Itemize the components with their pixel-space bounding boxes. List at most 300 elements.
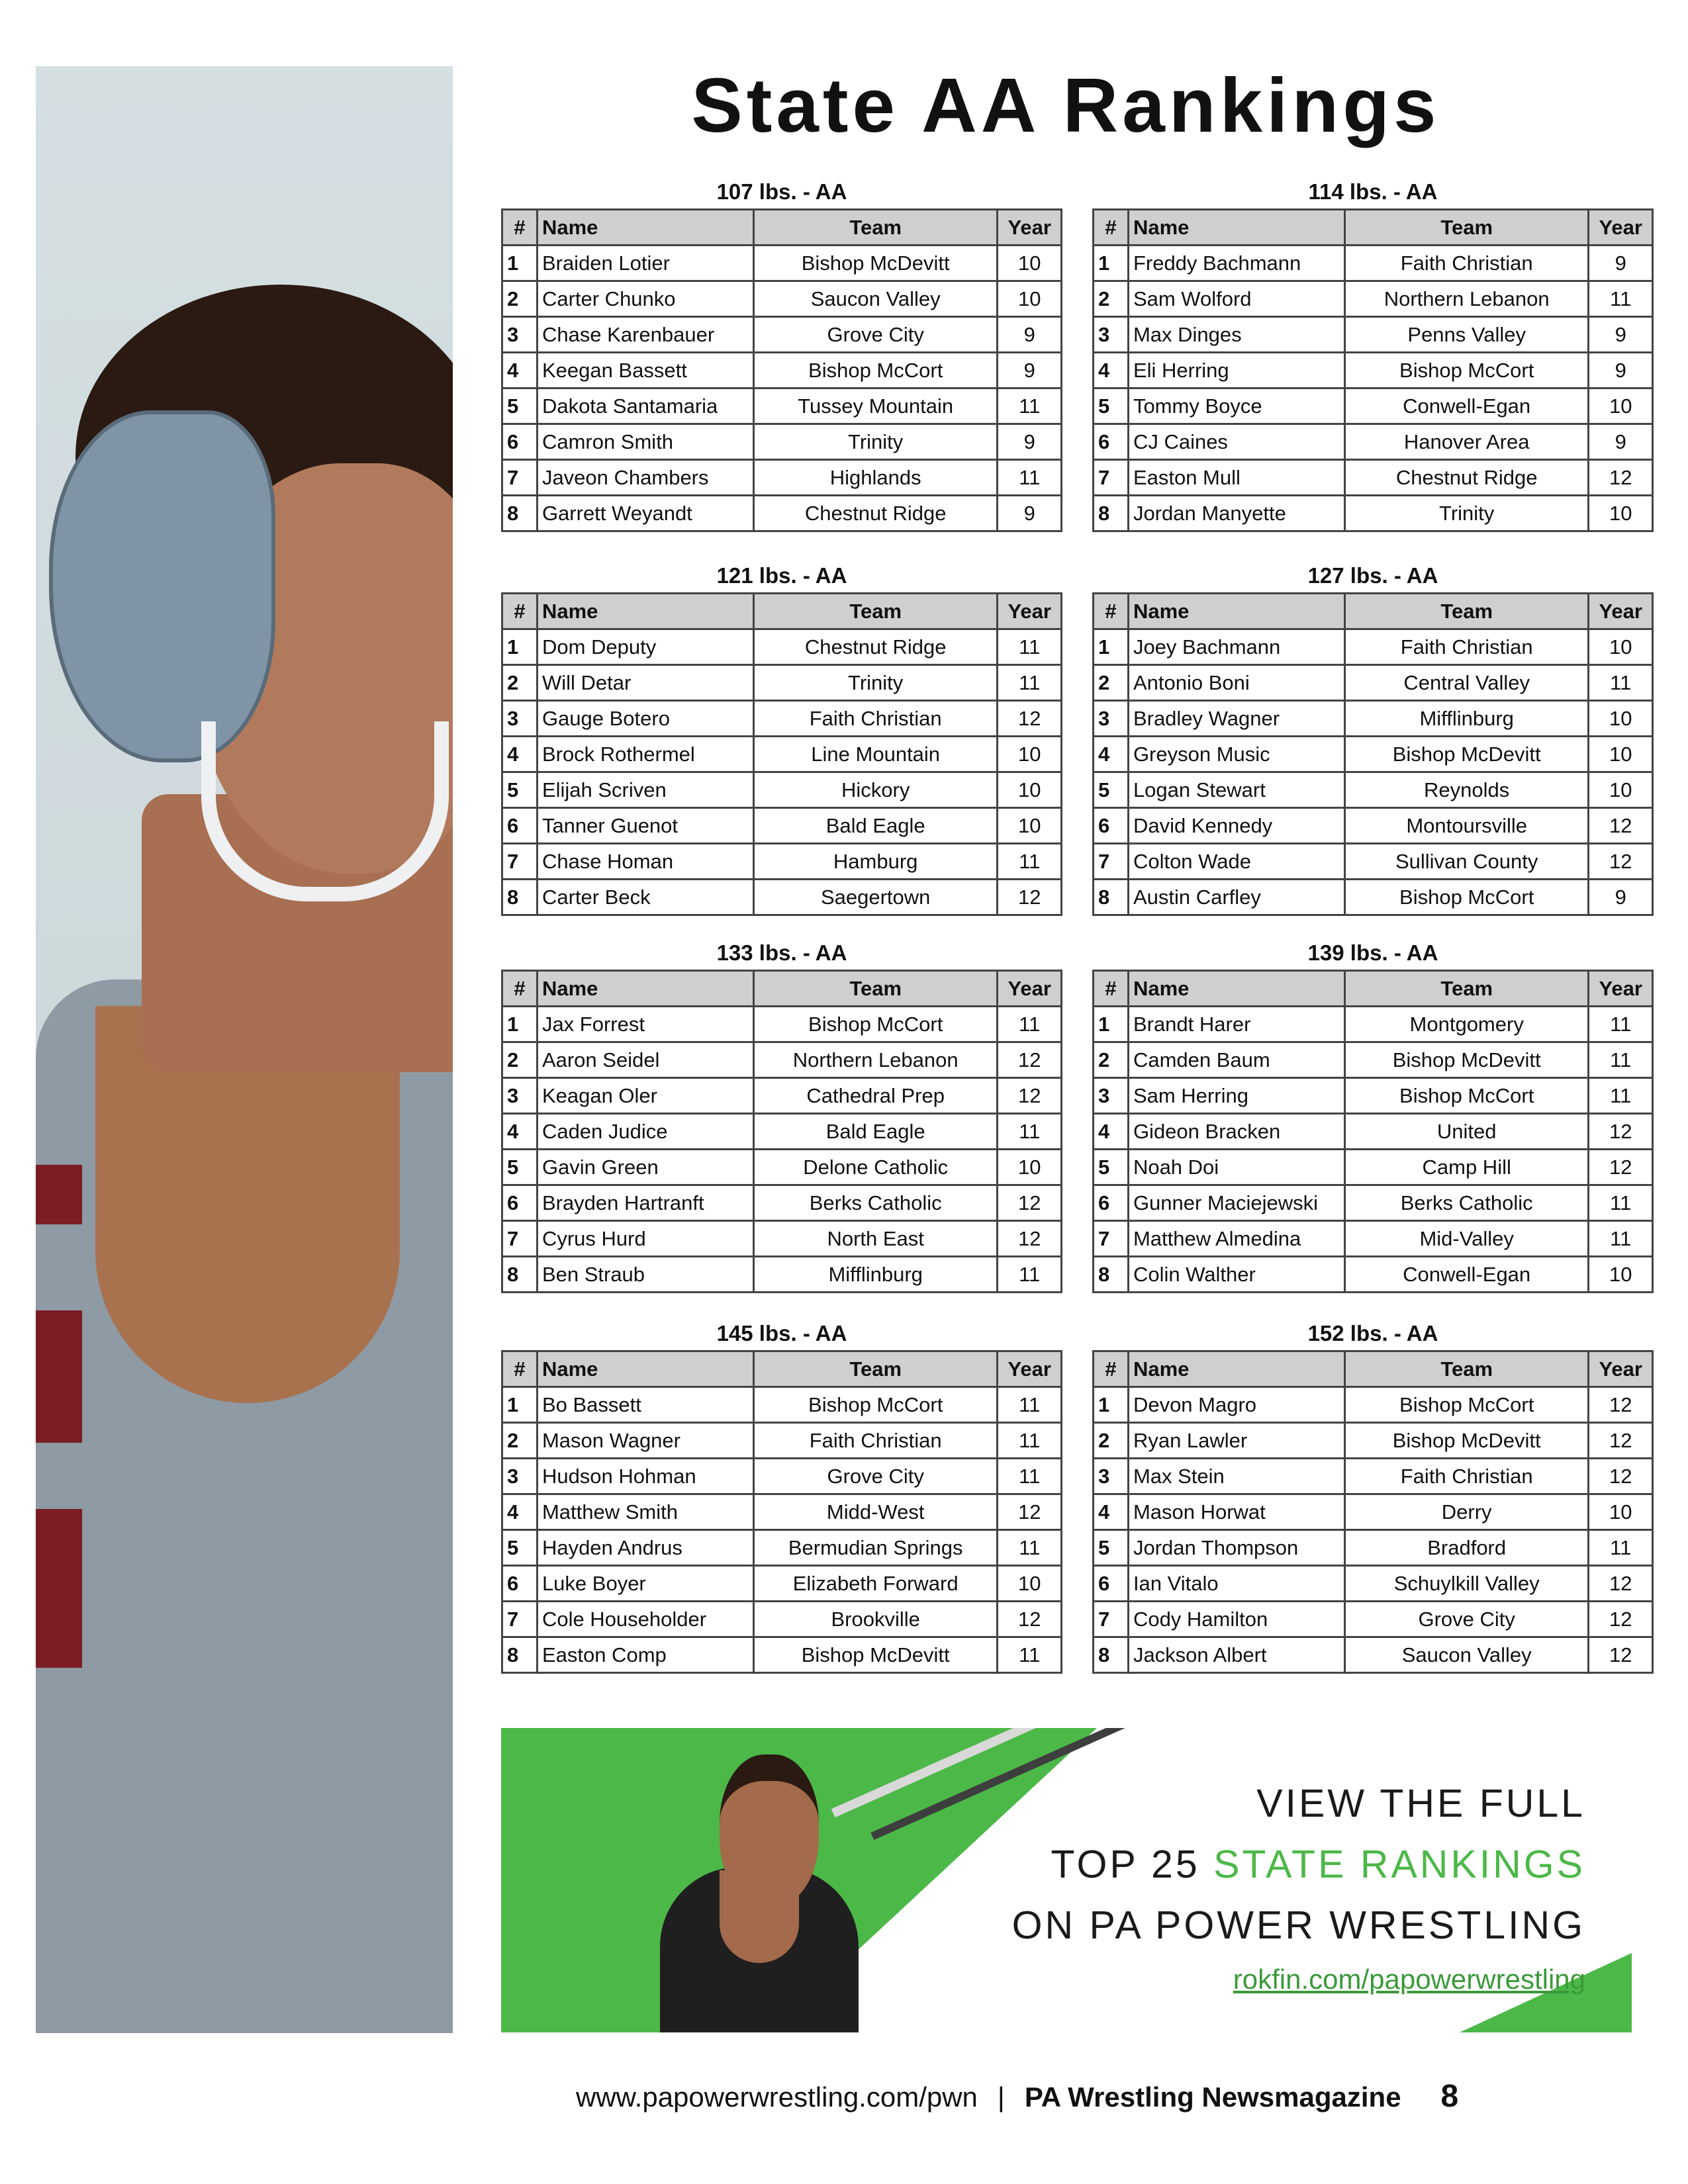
table-header-row (1094, 971, 1653, 1007)
table-header-row (502, 594, 1062, 629)
rank-cell: 3 (1094, 701, 1129, 737)
rank-header: # (502, 594, 538, 629)
table-row (1094, 353, 1653, 388)
table-row (502, 1185, 1062, 1221)
year-cell: 11 (1589, 1185, 1653, 1221)
table-row (502, 844, 1062, 880)
team-cell: Bishop McDevitt (753, 1637, 998, 1673)
team-cell: Montoursville (1344, 808, 1589, 844)
singlet-logo-mark (36, 1165, 82, 1224)
year-cell: 10 (1589, 737, 1653, 772)
rank-cell: 5 (1094, 1530, 1129, 1566)
table-row (502, 281, 1062, 317)
team-cell: Berks Catholic (753, 1185, 998, 1221)
name-cell: Joey Bachmann (1128, 629, 1344, 665)
table-row (1094, 496, 1653, 531)
table-row (502, 1459, 1062, 1494)
year-cell: 10 (1589, 629, 1653, 665)
rank-cell: 6 (502, 1185, 538, 1221)
rank-cell: 8 (1094, 1257, 1129, 1293)
team-cell: Midd-West (753, 1494, 998, 1530)
team-cell: Mifflinburg (753, 1257, 998, 1293)
team-cell: Elizabeth Forward (753, 1566, 998, 1602)
name-cell: Dakota Santamaria (537, 388, 753, 424)
table-header-row (1094, 594, 1653, 629)
team-header: Team (753, 971, 998, 1007)
headgear-shape (49, 410, 275, 762)
team-cell: Hamburg (753, 844, 998, 880)
table-header-row (502, 210, 1062, 246)
table-row (1094, 1078, 1653, 1114)
year-cell: 12 (1589, 1602, 1653, 1637)
name-cell: Sam Herring (1128, 1078, 1344, 1114)
rank-cell: 5 (502, 388, 538, 424)
name-cell: Sam Wolford (1128, 281, 1344, 317)
year-cell: 12 (1589, 1637, 1653, 1673)
year-cell: 11 (1589, 1007, 1653, 1042)
year-cell: 12 (1589, 1387, 1653, 1423)
team-header: Team (753, 1351, 998, 1387)
team-cell: Camp Hill (1344, 1150, 1589, 1185)
rankings-table (501, 970, 1062, 1293)
weight-class-title: 145 lbs. - AA (716, 1321, 847, 1345)
rank-cell: 7 (1094, 844, 1129, 880)
team-cell: Faith Christian (753, 1423, 998, 1459)
rank-cell: 3 (502, 701, 538, 737)
year-cell: 11 (998, 1423, 1062, 1459)
rank-cell: 4 (1094, 353, 1129, 388)
weight-class-table (501, 1317, 1062, 1674)
name-cell: Antonio Boni (1128, 665, 1344, 701)
table-row (502, 1494, 1062, 1530)
name-cell: Tommy Boyce (1128, 388, 1344, 424)
promo-line-2-highlight: STATE RANKINGS (1213, 1843, 1585, 1886)
year-cell: 12 (1589, 1566, 1653, 1602)
weight-class-table (501, 936, 1062, 1293)
name-cell: Max Dinges (1128, 317, 1344, 353)
name-cell: Gideon Bracken (1128, 1114, 1344, 1150)
team-cell: Trinity (753, 424, 998, 460)
year-header: Year (998, 1351, 1062, 1387)
rank-cell: 2 (502, 1423, 538, 1459)
name-header: Name (537, 971, 753, 1007)
rank-header: # (1094, 594, 1129, 629)
rankings-table (1092, 1350, 1654, 1674)
year-cell: 9 (998, 424, 1062, 460)
weight-class-title: 152 lbs. - AA (1307, 1321, 1438, 1345)
name-cell: Ryan Lawler (1128, 1423, 1344, 1459)
name-cell: Matthew Almedina (1128, 1221, 1344, 1257)
table-row (502, 353, 1062, 388)
name-cell: Gavin Green (537, 1150, 753, 1185)
rank-cell: 6 (1094, 1185, 1129, 1221)
team-cell: Faith Christian (1344, 246, 1589, 281)
year-header: Year (998, 971, 1062, 1007)
name-cell: Jordan Manyette (1128, 496, 1344, 531)
team-cell: Hickory (753, 772, 998, 808)
rank-cell: 2 (502, 1042, 538, 1078)
rank-cell: 4 (502, 737, 538, 772)
team-cell: Bermudian Springs (753, 1530, 998, 1566)
table-row (502, 772, 1062, 808)
table-row (502, 1423, 1062, 1459)
table-row (502, 317, 1062, 353)
team-cell: Schuylkill Valley (1344, 1566, 1589, 1602)
name-cell: Keegan Bassett (537, 353, 753, 388)
team-cell: Bishop McCort (1344, 880, 1589, 915)
year-cell: 12 (1589, 1114, 1653, 1150)
team-cell: Cathedral Prep (753, 1078, 998, 1114)
team-cell: Bishop McCort (1344, 353, 1589, 388)
page-number: 8 (1440, 2079, 1459, 2114)
team-cell: Chestnut Ridge (753, 496, 998, 531)
name-cell: Bo Bassett (537, 1387, 753, 1423)
name-cell: Devon Magro (1128, 1387, 1344, 1423)
table-row (1094, 1423, 1653, 1459)
table-row (1094, 1150, 1653, 1185)
weight-class-table (1092, 1317, 1654, 1674)
rank-cell: 5 (502, 1530, 538, 1566)
year-cell: 10 (998, 772, 1062, 808)
table-row (1094, 1602, 1653, 1637)
year-cell: 12 (1589, 844, 1653, 880)
rank-header: # (502, 971, 538, 1007)
year-header: Year (1589, 1351, 1653, 1387)
table-row (1094, 1114, 1653, 1150)
team-cell: Northern Lebanon (1344, 281, 1589, 317)
table-row (502, 737, 1062, 772)
rank-cell: 6 (1094, 424, 1129, 460)
name-cell: Dom Deputy (537, 629, 753, 665)
rank-cell: 3 (502, 317, 538, 353)
rank-cell: 1 (502, 629, 538, 665)
name-cell: Javeon Chambers (537, 460, 753, 496)
table-row (502, 880, 1062, 915)
rank-cell: 1 (502, 1387, 538, 1423)
table-row (502, 424, 1062, 460)
year-cell: 10 (998, 246, 1062, 281)
rankings-table (501, 208, 1062, 532)
table-row (502, 1602, 1062, 1637)
team-cell: Saegertown (753, 880, 998, 915)
table-row (1094, 1459, 1653, 1494)
year-cell: 11 (998, 1387, 1062, 1423)
promo-line-3: ON PA POWER WRESTLING (1011, 1903, 1585, 1947)
table-row (502, 1566, 1062, 1602)
team-cell: Bishop McCort (753, 1387, 998, 1423)
rankings-table (501, 1350, 1062, 1674)
table-row (502, 496, 1062, 531)
rank-cell: 5 (502, 1150, 538, 1185)
rank-cell: 2 (1094, 1423, 1129, 1459)
table-row (1094, 317, 1653, 353)
name-cell: Caden Judice (537, 1114, 753, 1150)
team-cell: Grove City (753, 317, 998, 353)
table-row (1094, 772, 1653, 808)
name-cell: Mason Wagner (537, 1423, 753, 1459)
team-cell: Bishop McDevitt (1344, 737, 1589, 772)
rank-cell: 2 (1094, 1042, 1129, 1078)
footer-site-link[interactable]: www.papowerwrestling.com/pwn (576, 2081, 978, 2113)
team-cell: Chestnut Ridge (1344, 460, 1589, 496)
year-cell: 11 (1589, 1042, 1653, 1078)
team-cell: Faith Christian (1344, 1459, 1589, 1494)
name-cell: Keagan Oler (537, 1078, 753, 1114)
year-cell: 12 (998, 1042, 1062, 1078)
rank-cell: 1 (1094, 246, 1129, 281)
rank-cell: 1 (1094, 1007, 1129, 1042)
weight-class-title: 114 lbs. - AA (1308, 179, 1438, 204)
team-cell: Delone Catholic (753, 1150, 998, 1185)
rank-cell: 5 (1094, 1150, 1129, 1185)
rank-cell: 8 (502, 880, 538, 915)
table-row (1094, 460, 1653, 496)
rank-cell: 4 (1094, 1494, 1129, 1530)
year-cell: 12 (998, 1221, 1062, 1257)
year-cell: 12 (998, 701, 1062, 737)
year-cell: 11 (998, 1459, 1062, 1494)
name-cell: Gauge Botero (537, 701, 753, 737)
year-cell: 9 (1589, 246, 1653, 281)
rank-cell: 6 (1094, 1566, 1129, 1602)
table-row (1094, 1221, 1653, 1257)
year-cell: 9 (998, 496, 1062, 531)
table-row (502, 629, 1062, 665)
rank-cell: 3 (1094, 1078, 1129, 1114)
year-cell: 11 (998, 1257, 1062, 1293)
team-cell: Grove City (753, 1459, 998, 1494)
table-row (1094, 808, 1653, 844)
name-cell: Gunner Maciejewski (1128, 1185, 1344, 1221)
table-row (502, 1257, 1062, 1293)
year-cell: 12 (998, 1602, 1062, 1637)
year-cell: 12 (1589, 1150, 1653, 1185)
athlete-head-shape (720, 1754, 819, 1907)
rank-cell: 7 (1094, 1221, 1129, 1257)
team-cell: Brookville (753, 1602, 998, 1637)
year-cell: 12 (998, 1494, 1062, 1530)
name-header: Name (1128, 594, 1344, 629)
name-cell: Bradley Wagner (1128, 701, 1344, 737)
team-cell: Line Mountain (753, 737, 998, 772)
weight-class-table (1092, 559, 1654, 916)
table-row (502, 1114, 1062, 1150)
promo-athlete-photo (647, 1754, 865, 2032)
page-footer (576, 2078, 1569, 2115)
name-cell: Jordan Thompson (1128, 1530, 1344, 1566)
team-header: Team (753, 594, 998, 629)
chin-strap-shape (201, 721, 449, 901)
year-cell: 11 (998, 1637, 1062, 1673)
name-cell: Chase Homan (537, 844, 753, 880)
table-row (1094, 737, 1653, 772)
team-header: Team (1344, 1351, 1589, 1387)
team-cell: Derry (1344, 1494, 1589, 1530)
name-cell: Will Detar (537, 665, 753, 701)
name-cell: Hudson Hohman (537, 1459, 753, 1494)
name-header: Name (537, 1351, 753, 1387)
table-header-row (502, 971, 1062, 1007)
year-cell: 12 (1589, 1423, 1653, 1459)
name-cell: Austin Carfley (1128, 880, 1344, 915)
rank-cell: 1 (1094, 629, 1129, 665)
singlet-logo-mark (36, 1310, 82, 1443)
year-cell: 11 (998, 1530, 1062, 1566)
name-header: Name (1128, 210, 1344, 246)
table-row (1094, 246, 1653, 281)
name-cell: Jackson Albert (1128, 1637, 1344, 1673)
rank-cell: 3 (1094, 317, 1129, 353)
year-cell: 12 (998, 1078, 1062, 1114)
rank-cell: 2 (502, 281, 538, 317)
team-cell: North East (753, 1221, 998, 1257)
year-cell: 10 (1589, 1494, 1653, 1530)
rank-cell: 1 (502, 246, 538, 281)
table-row (1094, 1042, 1653, 1078)
table-row (1094, 1387, 1653, 1423)
name-cell: Easton Mull (1128, 460, 1344, 496)
table-row (1094, 844, 1653, 880)
year-cell: 11 (1589, 1078, 1653, 1114)
team-cell: Faith Christian (1344, 629, 1589, 665)
table-row (1094, 1494, 1653, 1530)
year-cell: 9 (1589, 880, 1653, 915)
rank-cell: 1 (1094, 1387, 1129, 1423)
team-cell: Grove City (1344, 1602, 1589, 1637)
team-cell: Mid-Valley (1344, 1221, 1589, 1257)
footer-separator: | (997, 2081, 1005, 2113)
team-cell: Faith Christian (753, 701, 998, 737)
year-cell: 11 (1589, 665, 1653, 701)
team-cell: Bishop McCort (753, 1007, 998, 1042)
rank-cell: 7 (502, 844, 538, 880)
table-row (1094, 1257, 1653, 1293)
promo-banner[interactable] (501, 1728, 1632, 2032)
rank-cell: 6 (502, 424, 538, 460)
table-row (502, 808, 1062, 844)
name-cell: Mason Horwat (1128, 1494, 1344, 1530)
weight-class-table (1092, 175, 1654, 532)
table-row (502, 460, 1062, 496)
rank-cell: 4 (502, 353, 538, 388)
promo-line-2 (1051, 1842, 1586, 1887)
year-cell: 10 (998, 1150, 1062, 1185)
team-cell: Trinity (753, 665, 998, 701)
year-cell: 9 (998, 317, 1062, 353)
name-cell: Luke Boyer (537, 1566, 753, 1602)
rank-cell: 5 (1094, 388, 1129, 424)
table-row (1094, 1637, 1653, 1673)
singlet-logo-mark (36, 1509, 82, 1668)
name-cell: Tanner Guenot (537, 808, 753, 844)
rank-cell: 7 (1094, 460, 1129, 496)
year-cell: 10 (1589, 388, 1653, 424)
year-cell: 12 (1589, 808, 1653, 844)
table-row (1094, 1566, 1653, 1602)
team-cell: Montgomery (1344, 1007, 1589, 1042)
table-row (1094, 424, 1653, 460)
name-cell: Cody Hamilton (1128, 1602, 1344, 1637)
footer-publication: PA Wrestling Newsmagazine (1024, 2081, 1401, 2113)
name-cell: Elijah Scriven (537, 772, 753, 808)
team-cell: Saucon Valley (753, 281, 998, 317)
rank-cell: 4 (1094, 737, 1129, 772)
name-cell: Camden Baum (1128, 1042, 1344, 1078)
year-header: Year (1589, 210, 1653, 246)
table-row (1094, 1007, 1653, 1042)
team-cell: Bald Eagle (753, 1114, 998, 1150)
rankings-table (1092, 208, 1654, 532)
rank-cell: 3 (502, 1459, 538, 1494)
table-row (1094, 665, 1653, 701)
rank-cell: 8 (1094, 1637, 1129, 1673)
team-cell: Saucon Valley (1344, 1637, 1589, 1673)
promo-url-link[interactable]: rokfin.com/papowerwrestling (1233, 1964, 1585, 1995)
name-cell: CJ Caines (1128, 424, 1344, 460)
table-row (502, 1150, 1062, 1185)
team-cell: Bishop McCort (753, 353, 998, 388)
name-cell: Braiden Lotier (537, 246, 753, 281)
rank-cell: 2 (1094, 281, 1129, 317)
team-cell: Conwell-Egan (1344, 388, 1589, 424)
name-cell: Brayden Hartranft (537, 1185, 753, 1221)
rank-cell: 1 (502, 1007, 538, 1042)
weight-class-table (501, 559, 1062, 916)
wrestler-photo (36, 66, 453, 2033)
year-cell: 12 (998, 880, 1062, 915)
name-cell: Garrett Weyandt (537, 496, 753, 531)
page-title: State AA Rankings (691, 62, 1440, 148)
promo-line-2-prefix: TOP 25 (1051, 1843, 1214, 1886)
year-cell: 10 (1589, 496, 1653, 531)
name-cell: Greyson Music (1128, 737, 1344, 772)
rank-cell: 8 (1094, 496, 1129, 531)
name-cell: Ben Straub (537, 1257, 753, 1293)
team-cell: Highlands (753, 460, 998, 496)
rank-cell: 6 (1094, 808, 1129, 844)
table-row (502, 1221, 1062, 1257)
team-cell: Bradford (1344, 1530, 1589, 1566)
year-cell: 9 (1589, 317, 1653, 353)
year-cell: 11 (1589, 1221, 1653, 1257)
year-header: Year (998, 594, 1062, 629)
table-row (502, 665, 1062, 701)
year-cell: 10 (998, 281, 1062, 317)
year-cell: 10 (1589, 772, 1653, 808)
rank-cell: 4 (502, 1114, 538, 1150)
year-cell: 9 (998, 353, 1062, 388)
team-cell: Trinity (1344, 496, 1589, 531)
year-cell: 11 (998, 844, 1062, 880)
promo-line-1: VIEW THE FULL (1256, 1782, 1585, 1825)
rankings-table (501, 592, 1062, 916)
rank-cell: 8 (502, 1257, 538, 1293)
rank-cell: 6 (502, 1566, 538, 1602)
name-header: Name (537, 594, 753, 629)
name-header: Name (1128, 971, 1344, 1007)
table-row (1094, 629, 1653, 665)
weight-class-title: 107 lbs. - AA (716, 179, 847, 204)
name-cell: Aaron Seidel (537, 1042, 753, 1078)
name-header: Name (537, 210, 753, 246)
rank-cell: 8 (1094, 880, 1129, 915)
rank-cell: 8 (502, 496, 538, 531)
name-cell: Colin Walther (1128, 1257, 1344, 1293)
year-cell: 11 (998, 388, 1062, 424)
year-cell: 11 (998, 1114, 1062, 1150)
name-cell: Chase Karenbauer (537, 317, 753, 353)
table-row (502, 246, 1062, 281)
